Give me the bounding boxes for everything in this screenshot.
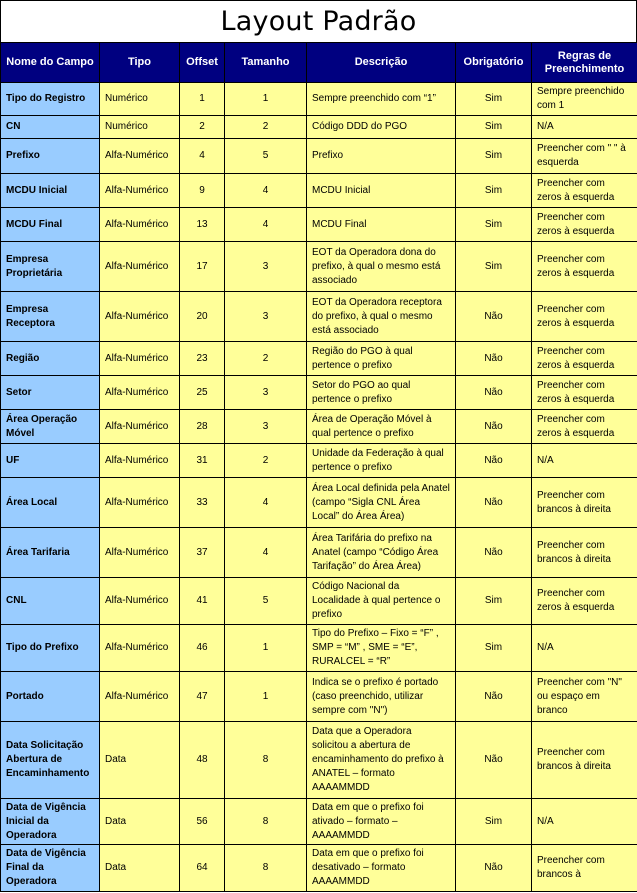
- cell-nome: Área Operação Móvel: [1, 410, 100, 444]
- table-row: [1, 672, 637, 722]
- cell-tipo: Data: [100, 799, 180, 845]
- cell-regras: Preencher com zeros à esquerda: [532, 292, 637, 342]
- cell-tipo: Alfa-Numérico: [100, 528, 180, 578]
- cell-offset: 17: [180, 242, 225, 292]
- cell-regras: Preencher com brancos à direita: [532, 528, 637, 578]
- table-row: [1, 478, 637, 528]
- cell-tipo: Alfa-Numérico: [100, 444, 180, 478]
- cell-tipo: Alfa-Numérico: [100, 208, 180, 242]
- table-row: [1, 528, 637, 578]
- header-offset: Offset: [180, 43, 225, 83]
- header-descricao: Descrição: [307, 43, 456, 83]
- cell-nome: CNL: [1, 578, 100, 625]
- cell-descricao: Sempre preenchido com “1”: [307, 83, 456, 116]
- table-row: [1, 376, 637, 410]
- table-row: [1, 139, 637, 174]
- cell-tamanho: 4: [225, 528, 307, 578]
- cell-descricao: EOT da Operadora dona do prefixo, à qual o mesmo está associado: [307, 242, 456, 292]
- cell-nome: Tipo do Prefixo: [1, 625, 100, 672]
- cell-nome: Empresa Receptora: [1, 292, 100, 342]
- cell-descricao: Data em que o prefixo foi ativado – formato – AAAAMMDD: [307, 799, 456, 845]
- cell-regras: N/A: [532, 116, 637, 139]
- cell-nome: Empresa Proprietária: [1, 242, 100, 292]
- cell-tipo: Alfa-Numérico: [100, 376, 180, 410]
- cell-offset: 33: [180, 478, 225, 528]
- cell-tamanho: 2: [225, 116, 307, 139]
- cell-obrigatorio: Não: [456, 342, 532, 376]
- cell-tamanho: 5: [225, 578, 307, 625]
- cell-tipo: Alfa-Numérico: [100, 139, 180, 174]
- cell-tipo: Numérico: [100, 116, 180, 139]
- header-row: [1, 43, 637, 83]
- table-row: [1, 242, 637, 292]
- table-row: [1, 292, 637, 342]
- cell-tipo: Data: [100, 845, 180, 892]
- cell-regras: Preencher com zeros à esquerda: [532, 578, 637, 625]
- cell-regras: Preencher com "N" ou espaço em branco: [532, 672, 637, 722]
- header-nome: Nome do Campo: [1, 43, 100, 83]
- cell-regras: Preencher com brancos à: [532, 845, 637, 892]
- cell-nome: Data de Vigência Inicial da Operadora: [1, 799, 100, 845]
- cell-tipo: Alfa-Numérico: [100, 410, 180, 444]
- cell-offset: 37: [180, 528, 225, 578]
- cell-tamanho: 1: [225, 83, 307, 116]
- cell-descricao: Código DDD do PGO: [307, 116, 456, 139]
- cell-nome: Data Solicitação Abertura de Encaminhamento: [1, 722, 100, 799]
- cell-offset: 13: [180, 208, 225, 242]
- table-row: [1, 410, 637, 444]
- cell-offset: 48: [180, 722, 225, 799]
- table-row: [1, 174, 637, 208]
- cell-descricao: Data em que o prefixo foi desativado – formato AAAAMMDD: [307, 845, 456, 892]
- table-row: [1, 625, 637, 672]
- cell-tamanho: 4: [225, 208, 307, 242]
- cell-regras: Preencher com zeros à esquerda: [532, 242, 637, 292]
- cell-nome: UF: [1, 444, 100, 478]
- cell-tamanho: 3: [225, 410, 307, 444]
- table-row: [1, 578, 637, 625]
- cell-nome: Setor: [1, 376, 100, 410]
- cell-descricao: MCDU Final: [307, 208, 456, 242]
- cell-descricao: Área Tarifária do prefixo na Anatel (campo “Código Área Tarifação” do Área Área): [307, 528, 456, 578]
- cell-tamanho: 4: [225, 478, 307, 528]
- cell-offset: 41: [180, 578, 225, 625]
- cell-regras: Preencher com zeros à esquerda: [532, 174, 637, 208]
- cell-obrigatorio: Não: [456, 478, 532, 528]
- cell-tipo: Alfa-Numérico: [100, 292, 180, 342]
- table-row: [1, 342, 637, 376]
- cell-offset: 31: [180, 444, 225, 478]
- cell-regras: Preencher com zeros à esquerda: [532, 410, 637, 444]
- cell-offset: 20: [180, 292, 225, 342]
- cell-regras: Preencher com brancos à direita: [532, 722, 637, 799]
- cell-nome: Data de Vigência Final da Operadora: [1, 845, 100, 892]
- cell-regras: N/A: [532, 799, 637, 845]
- cell-obrigatorio: Não: [456, 410, 532, 444]
- cell-descricao: Área Local definida pela Anatel (campo “Sigla CNL Área Local” do Área Área): [307, 478, 456, 528]
- cell-nome: Área Tarifaria: [1, 528, 100, 578]
- cell-regras: Preencher com " " à esquerda: [532, 139, 637, 174]
- table-row: [1, 116, 637, 139]
- cell-tipo: Numérico: [100, 83, 180, 116]
- cell-tipo: Alfa-Numérico: [100, 242, 180, 292]
- cell-tipo: Alfa-Numérico: [100, 578, 180, 625]
- table-body: [1, 83, 637, 892]
- table-row: [1, 208, 637, 242]
- cell-obrigatorio: Não: [456, 845, 532, 892]
- cell-tamanho: 2: [225, 342, 307, 376]
- cell-nome: Tipo do Registro: [1, 83, 100, 116]
- cell-offset: 2: [180, 116, 225, 139]
- header-tipo: Tipo: [100, 43, 180, 83]
- cell-nome: Portado: [1, 672, 100, 722]
- cell-tipo: Alfa-Numérico: [100, 478, 180, 528]
- cell-nome: CN: [1, 116, 100, 139]
- cell-offset: 46: [180, 625, 225, 672]
- cell-obrigatorio: Sim: [456, 83, 532, 116]
- cell-obrigatorio: Não: [456, 444, 532, 478]
- cell-tipo: Alfa-Numérico: [100, 174, 180, 208]
- cell-offset: 56: [180, 799, 225, 845]
- cell-tamanho: 3: [225, 292, 307, 342]
- cell-tamanho: 4: [225, 174, 307, 208]
- cell-tamanho: 3: [225, 242, 307, 292]
- cell-descricao: Código Nacional da Localidade à qual pertence o prefixo: [307, 578, 456, 625]
- cell-tamanho: 3: [225, 376, 307, 410]
- cell-obrigatorio: Sim: [456, 799, 532, 845]
- table-row: [1, 444, 637, 478]
- cell-obrigatorio: Sim: [456, 208, 532, 242]
- cell-tamanho: 1: [225, 625, 307, 672]
- cell-nome: Prefixo: [1, 139, 100, 174]
- cell-descricao: Setor do PGO ao qual pertence o prefixo: [307, 376, 456, 410]
- cell-obrigatorio: Sim: [456, 174, 532, 208]
- header-regras: Regras de Preenchimento: [532, 43, 637, 83]
- cell-nome: Região: [1, 342, 100, 376]
- cell-nome: MCDU Final: [1, 208, 100, 242]
- cell-obrigatorio: Não: [456, 292, 532, 342]
- title-bar: [0, 0, 637, 42]
- cell-regras: N/A: [532, 625, 637, 672]
- header-tamanho: Tamanho: [225, 43, 307, 83]
- cell-regras: Sempre preenchido com 1: [532, 83, 637, 116]
- cell-offset: 1: [180, 83, 225, 116]
- cell-tipo: Alfa-Numérico: [100, 342, 180, 376]
- layout-table: [0, 42, 637, 892]
- cell-obrigatorio: Sim: [456, 139, 532, 174]
- cell-obrigatorio: Não: [456, 376, 532, 410]
- table-row: [1, 799, 637, 845]
- cell-descricao: Tipo do Prefixo – Fixo = “F” , SMP = “M” , SME = “E”, RURALCEL = “R”: [307, 625, 456, 672]
- cell-descricao: Área de Operação Móvel à qual pertence o prefixo: [307, 410, 456, 444]
- cell-offset: 25: [180, 376, 225, 410]
- cell-tamanho: 8: [225, 799, 307, 845]
- cell-nome: MCDU Inicial: [1, 174, 100, 208]
- cell-tamanho: 5: [225, 139, 307, 174]
- table-row: [1, 722, 637, 799]
- cell-obrigatorio: Sim: [456, 625, 532, 672]
- cell-descricao: Indica se o prefixo é portado (caso preenchido, utilizar sempre com "N"): [307, 672, 456, 722]
- cell-offset: 9: [180, 174, 225, 208]
- cell-offset: 4: [180, 139, 225, 174]
- cell-descricao: Região do PGO à qual pertence o prefixo: [307, 342, 456, 376]
- cell-obrigatorio: Não: [456, 528, 532, 578]
- cell-tamanho: 8: [225, 845, 307, 892]
- header-obrigatorio: Obrigatório: [456, 43, 532, 83]
- cell-descricao: Prefixo: [307, 139, 456, 174]
- cell-obrigatorio: Não: [456, 672, 532, 722]
- cell-offset: 23: [180, 342, 225, 376]
- cell-regras: Preencher com zeros à esquerda: [532, 342, 637, 376]
- cell-tamanho: 2: [225, 444, 307, 478]
- cell-tipo: Alfa-Numérico: [100, 625, 180, 672]
- cell-regras: Preencher com zeros à esquerda: [532, 376, 637, 410]
- cell-tamanho: 8: [225, 722, 307, 799]
- cell-regras: Preencher com zeros à esquerda: [532, 208, 637, 242]
- cell-tipo: Data: [100, 722, 180, 799]
- cell-tamanho: 1: [225, 672, 307, 722]
- cell-offset: 47: [180, 672, 225, 722]
- cell-descricao: MCDU Inicial: [307, 174, 456, 208]
- cell-obrigatorio: Sim: [456, 242, 532, 292]
- cell-obrigatorio: Sim: [456, 578, 532, 625]
- cell-tipo: Alfa-Numérico: [100, 672, 180, 722]
- cell-descricao: EOT da Operadora receptora do prefixo, à qual o mesmo está associado: [307, 292, 456, 342]
- cell-regras: Preencher com brancos à direita: [532, 478, 637, 528]
- cell-nome: Área Local: [1, 478, 100, 528]
- table-row: [1, 83, 637, 116]
- cell-offset: 28: [180, 410, 225, 444]
- cell-descricao: Data que a Operadora solicitou a abertura de encaminhamento do prefixo à ANATEL – formato AAAAMMDD: [307, 722, 456, 799]
- cell-obrigatorio: Sim: [456, 116, 532, 139]
- cell-descricao: Unidade da Federação à qual pertence o prefixo: [307, 444, 456, 478]
- cell-obrigatorio: Não: [456, 722, 532, 799]
- page-title: Layout Padrão: [220, 6, 417, 37]
- cell-regras: N/A: [532, 444, 637, 478]
- table-row: [1, 845, 637, 892]
- cell-offset: 64: [180, 845, 225, 892]
